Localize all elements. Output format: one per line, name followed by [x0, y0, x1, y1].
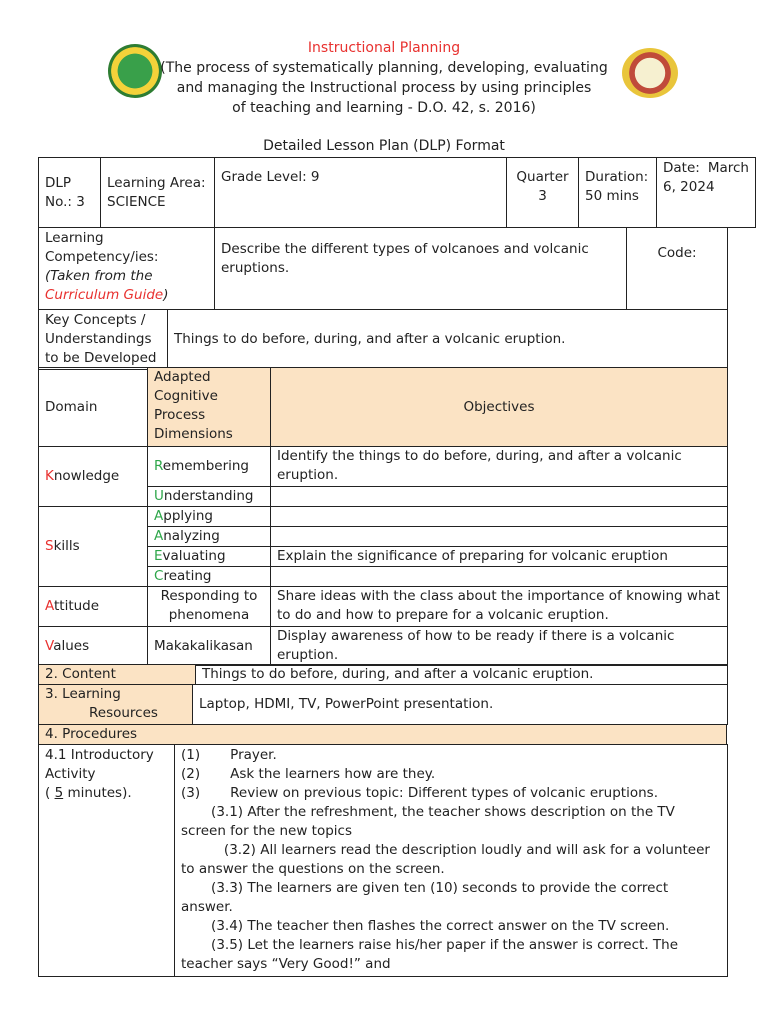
procedure-step: (3) Review on previous topic: Different types of volcanic eruptions. — [181, 785, 658, 801]
domain-values: Values — [39, 627, 148, 666]
resources-label: 3. Learning Resources — [39, 685, 193, 725]
subtitle-line: and managing the Instructional process by using principles — [176, 80, 592, 96]
procedure-step: (3.2) All learners read the description loudly and will ask for a volunteer to answer the questions on the screen. — [181, 842, 715, 877]
dimension-evaluating: Evaluating — [148, 547, 271, 567]
learning-area: Learning Area: SCIENCE — [101, 158, 215, 228]
procedure-step: (3.1) After the refreshment, the teacher shows description on the TV screen for the new topics — [181, 804, 680, 839]
domain-attitude: Attitude — [39, 587, 148, 627]
content-text: Things to do before, during, and after a volcanic eruption. — [196, 665, 728, 685]
objective-remembering: Identify the things to do before, during, and after a volcanic eruption. — [271, 447, 728, 487]
date: Date: March 6, 2024 — [657, 158, 756, 228]
content-table — [38, 664, 728, 685]
procedure-step: (3.3) The learners are given ten (10) seconds to provide the correct answer. — [181, 880, 673, 915]
objectives-header: Objectives — [271, 368, 728, 447]
competency-table — [38, 227, 728, 310]
domain-knowledge: Knowledge — [39, 447, 148, 507]
format-title: Detailed Lesson Plan (DLP) Format — [263, 138, 505, 154]
dimension-remembering: Remembering — [148, 447, 271, 487]
page-title: Instructional Planning — [307, 40, 461, 56]
objective-analyzing — [271, 527, 728, 547]
document-header — [0, 38, 768, 118]
procedure-step: (2) Ask the learners how are they. — [181, 766, 436, 782]
key-concepts-text: Things to do before, during, and after a volcanic eruption. — [168, 310, 728, 370]
objective-applying — [271, 507, 728, 527]
domain-header: Domain — [39, 368, 148, 447]
dimension-creating: Creating — [148, 567, 271, 587]
info-table — [38, 157, 756, 228]
resources-text: Laptop, HDMI, TV, PowerPoint presentation. — [193, 685, 728, 725]
dimension-makakalikasan: Makakalikasan — [148, 627, 271, 666]
procedures-table — [38, 744, 728, 977]
dlp-number: DLP No.: 3 — [39, 158, 101, 228]
subtitle-line: (The process of systematically planning, developing, evaluating — [160, 60, 608, 76]
competency-label: Learning Competency/ies: (Taken from the Curriculum Guide) — [39, 228, 215, 310]
objective-responding: Share ideas with the class about the importance of knowing what to do and how to prepare for a volcanic eruption. — [271, 587, 728, 627]
dimension-understanding: Understanding — [148, 487, 271, 507]
grade-level: Grade Level: 9 — [215, 158, 507, 228]
dimensions-header: Adapted Cognitive Process Dimensions — [148, 368, 271, 447]
content-label: 2. Content — [39, 665, 196, 685]
objectives-table — [38, 367, 728, 666]
dimension-applying: Applying — [148, 507, 271, 527]
procedure-step: (3.4) The teacher then flashes the correct answer on the TV screen. — [181, 918, 670, 934]
key-concepts-table — [38, 309, 728, 370]
objective-creating — [271, 567, 728, 587]
objective-evaluating: Explain the significance of preparing for volcanic eruption — [271, 547, 728, 567]
competency-text: Describe the different types of volcanoes and volcanic eruptions. — [215, 228, 627, 310]
competency-code: Code: — [627, 228, 728, 310]
procedure-step: (3.5) Let the learners raise his/her paper if the answer is correct. The teacher says “Very Good!” and — [181, 937, 683, 972]
resources-table — [38, 684, 728, 725]
subtitle-line: of teaching and learning - D.O. 42, s. 2016) — [232, 100, 536, 116]
procedures-header-table — [38, 724, 727, 745]
procedures-label: 4. Procedures — [39, 725, 727, 745]
intro-activity-steps — [175, 745, 728, 977]
intro-activity-label: 4.1 Introductory Activity ( 5 minutes). — [39, 745, 175, 977]
domain-skills: Skills — [39, 507, 148, 587]
procedure-step: (1) Prayer. — [181, 747, 277, 763]
duration: Duration: 50 mins — [579, 158, 657, 228]
objective-understanding — [271, 487, 728, 507]
dimension-responding: Responding to phenomena — [148, 587, 271, 627]
key-concepts-label: Key Concepts / Understandings to be Developed — [39, 310, 168, 370]
dimension-analyzing: Analyzing — [148, 527, 271, 547]
quarter: Quarter 3 — [507, 158, 579, 228]
objective-makakalikasan: Display awareness of how to be ready if there is a volcanic eruption. — [271, 627, 728, 666]
